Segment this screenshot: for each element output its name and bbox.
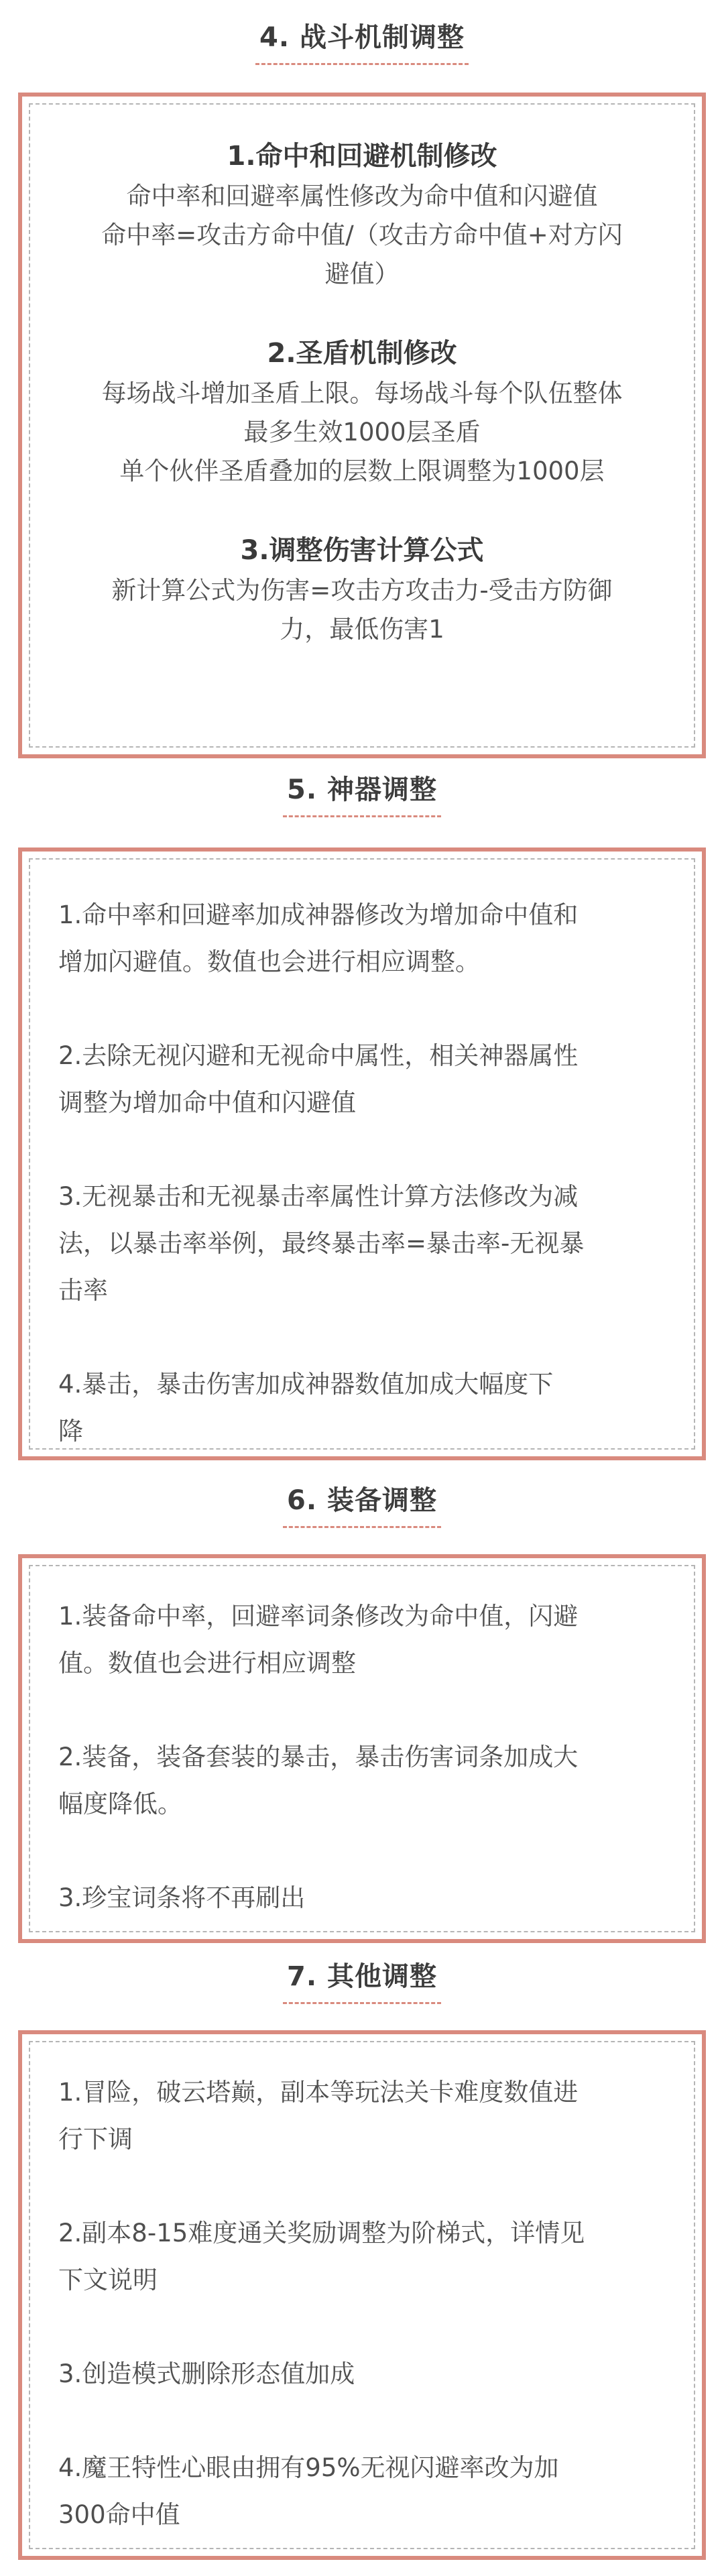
subsection-heading: 1.命中和回避机制修改 — [227, 141, 497, 172]
list-item-line: 1.冒险，破云塔巅，副本等玩法关卡难度数值进 — [58, 2078, 579, 2107]
list-item-line: 1.装备命中率，回避率词条修改为命中值，闪避 — [58, 1602, 579, 1631]
dashed-frame — [29, 1565, 695, 1932]
list-item-line: 调整为增加命中值和闪避值 — [58, 1088, 356, 1117]
artifact-content — [58, 892, 670, 1455]
list-item-line: 1.命中率和回避率加成神器修改为增加命中值和 — [58, 900, 579, 929]
list-item-line: 2.装备，装备套装的暴击，暴击伤害词条加成大 — [58, 1743, 579, 1771]
other-content — [58, 2069, 670, 2538]
text-line: 避值） — [324, 259, 400, 288]
dashed-frame — [29, 2041, 695, 2549]
subsection-heading: 2.圣盾机制修改 — [267, 338, 457, 369]
dashed-frame — [29, 858, 695, 1450]
list-item-line: 法，以暴击率举例，最终暴击率=暴击率-无视暴 — [58, 1229, 585, 1258]
text-line: 命中率和回避率属性修改为命中值和闪避值 — [126, 182, 598, 211]
list-item-line: 2.副本8-15难度通关奖励调整为阶梯式，详情见 — [58, 2219, 585, 2247]
artifact-box — [18, 847, 706, 1460]
list-item-line: 行下调 — [58, 2125, 133, 2154]
equipment-box — [18, 1554, 706, 1943]
section-title-text: 7. 其他调整 — [283, 1958, 441, 2004]
section-title-equipment — [0, 1482, 724, 1528]
list-item-line: 击率 — [58, 1276, 108, 1305]
list-item-line: 增加闪避值。数值也会进行相应调整。 — [58, 947, 480, 976]
battle-mechanics-box — [18, 93, 706, 758]
list-item-line: 值。数值也会进行相应调整 — [58, 1649, 356, 1678]
section-title-text: 6. 装备调整 — [283, 1482, 441, 1528]
section-title-other — [0, 1958, 724, 2004]
list-item-line: 4.魔王特性心眼由拥有95%无视闪避率改为加 — [58, 2453, 559, 2482]
section-title-battle — [0, 19, 724, 65]
subsection-heading: 3.调整伤害计算公式 — [240, 535, 484, 566]
list-item-line: 3.珍宝词条将不再刷出 — [58, 1883, 306, 1912]
text-line: 单个伙伴圣盾叠加的层数上限调整为1000层 — [119, 457, 605, 485]
list-item-line: 幅度降低。 — [58, 1790, 182, 1818]
list-item-line: 3.无视暴击和无视暴击率属性计算方法修改为减 — [58, 1182, 579, 1211]
section-title-text: 4. 战斗机制调整 — [255, 19, 469, 65]
list-item-line: 300命中值 — [58, 2500, 180, 2529]
section-title-artifact — [0, 771, 724, 817]
dashed-frame — [29, 103, 695, 748]
other-adjustments-box — [18, 2030, 706, 2560]
text-line: 最多生效1000层圣盾 — [243, 418, 481, 447]
text-line: 命中率=攻击方命中值/（攻击方命中值+对方闪 — [101, 221, 623, 249]
section-title-text: 5. 神器调整 — [283, 771, 441, 817]
list-item-line: 2.去除无视闪避和无视命中属性，相关神器属性 — [58, 1041, 579, 1070]
list-item-line: 降 — [58, 1417, 83, 1446]
list-item-line: 4.暴击，暴击伤害加成神器数值加成大幅度下 — [58, 1370, 554, 1399]
list-item-line: 3.创造模式删除形态值加成 — [58, 2359, 355, 2388]
equipment-content — [58, 1593, 670, 1922]
list-item-line: 下文说明 — [58, 2266, 158, 2294]
battle-content — [50, 135, 674, 649]
text-line: 力，最低伤害1 — [280, 615, 444, 644]
text-line: 新计算公式为伤害=攻击方攻击力-受击方防御 — [111, 576, 613, 605]
text-line: 每场战斗增加圣盾上限。每场战斗每个队伍整体 — [101, 379, 623, 408]
